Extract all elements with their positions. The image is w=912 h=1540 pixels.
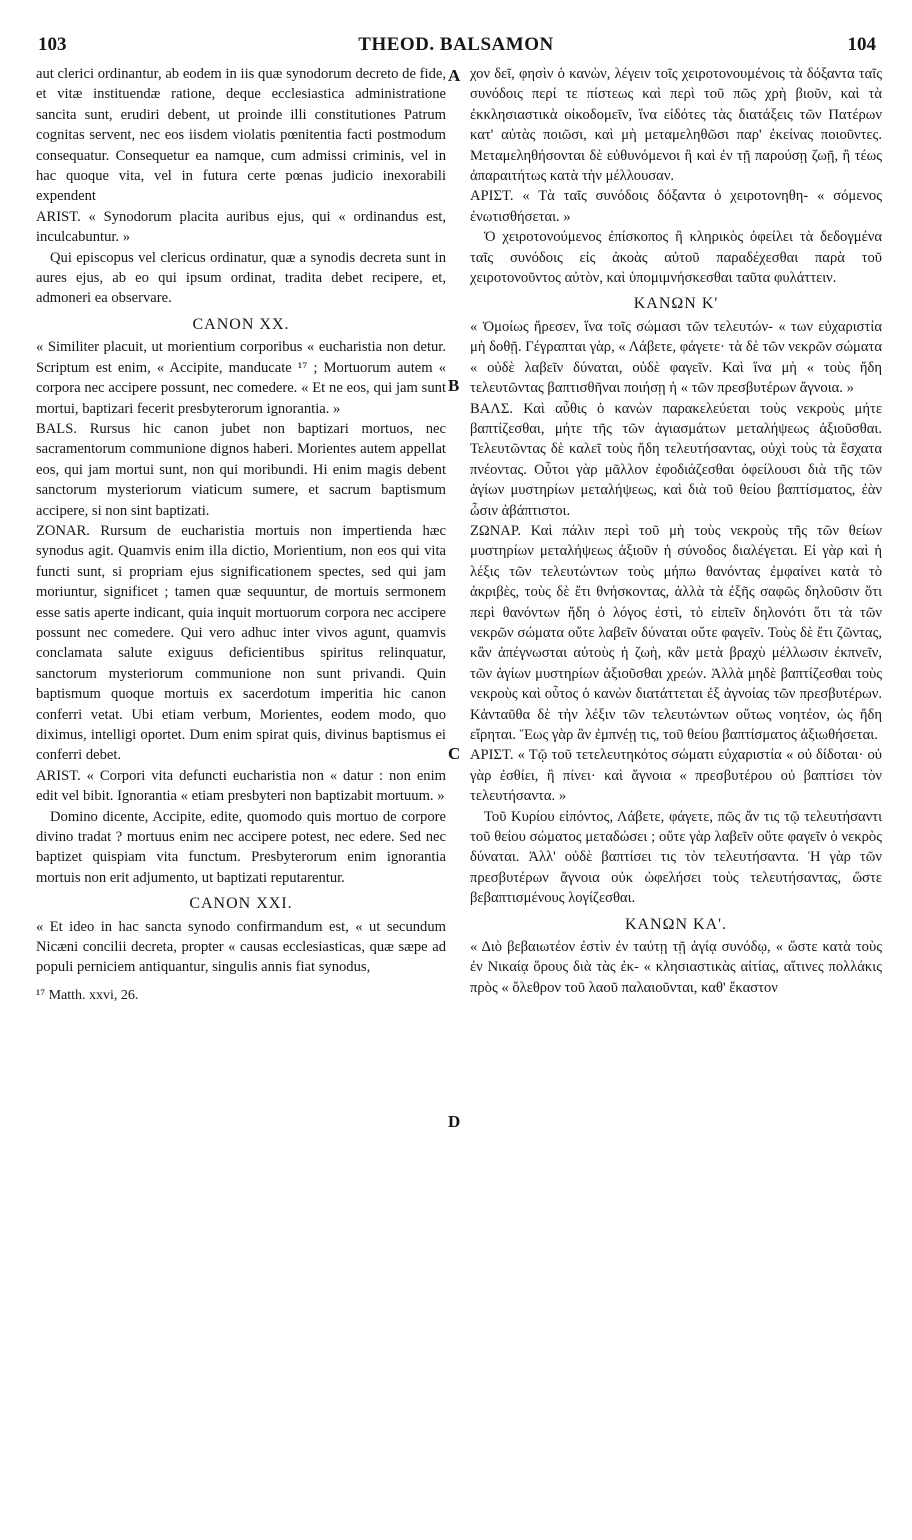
greek-paragraph: ΑΡΙΣΤ. « Τῷ τοῦ τετελευτηκότος σώματι εὐχαριστία « οὐ δίδοται· οὐ γὰρ ἐσθίει, ἢ πίνει· καὶ ἄγνοια « πρεσβυτέρου οὐ βαπτίσει τὸν τελευτήσαντα. » xyxy=(470,747,882,805)
latin-paragraph: ARIST. « Synodorum placita auribus ejus, qui « ordinandus est, inculcabuntur. » xyxy=(36,208,446,246)
latin-paragraph: BALS. Rursus hic canon jubet non baptizari mortuos, nec sacramentorum communione dignos haberi. Morientes autem appellat eos, qui jam mortui sunt, non qui moribundi. Hi enim magis debent sanctorum mysteriorum viaticum sumere, et sacrum baptismum accipere, si non sint baptizati. xyxy=(36,420,446,519)
latin-paragraph: Domino dicente, Accipite, edite, quomodo quis mortuo de corpore divino tradat ? mortuus enim nec accipere potest, nec edere. Sed nec baptizet quispiam vita functum. Presbyterorum enim ignorantia mortuis non erit adjumento, ut baptizati reputarentur. xyxy=(36,808,446,886)
greek-canon-heading: ΚΑΝΩΝ ΚΑ'. xyxy=(624,915,728,933)
greek-paragraph: ΖΩΝΑΡ. Καὶ πάλιν περὶ τοῦ μὴ τοὺς νεκροὺς τῆς τῶν θείων μυστηρίων μεταλήψεως ἀξιοῦν ἡ σύνοδος διαλέγεται. Εἰ γὰρ καὶ ἡ λέξις τῶν τελευτώντων τοὺς μήπω θανόντας ἐμφαίνει κατὰ τὸ ἀκριβὲς, τοὺς δὲ ἔτι θνήσκοντας, ἀλλὰ τὰ ἐξῆς σαφῶς δηλοῦσιν ὅτι περὶ θανόντων ἤδη ὁ λόγος ἐστὶ, τὸ εἰπεῖν δηλονότι ὅτι τὰ τῶν νεκρῶν σώματα οὔτε λαβεῖν δύναται οὔτε φαγεῖν. Τοὺς δὲ ἔτι ζῶντας, κἂν ἀπέγνωσται αὐτοὺς ἡ ζωὴ, κἂν μετὰ βραχὺ μέλλωσιν ἐκπνεῖν, τῶν ἁγίων μυστηρίων ἀξιοῦσθαι χρεών. Ἀλλὰ μηδὲ βαπτίζεσθαι τοὺς νεκροὺς καὶ οὗτος ὁ κανὼν διατάττεται ἐξ ἀγνοίας τῶν πρεσβυτέρων. Κἀνταῦθα δὲ τὴν λέξιν τῶν τελευτώντων οὕτως νοητέον, ὡς ἤδη εἴρηται. Ἕως γὰρ ἂν ἐμπνέῃ τις, τοῦ θείου βαπτίσματος ἀξιωθήσεται. xyxy=(470,522,882,743)
margin-letter-a: A xyxy=(448,66,461,85)
page-number-right: 104 xyxy=(847,34,876,55)
latin-footnote: ¹⁷ Matth. xxvi, 26. xyxy=(36,987,139,1003)
page-header xyxy=(0,34,912,60)
latin-paragraph: « Et ideo in hac sancta synodo confirmandum est, « ut secundum Nicæni concilii decreta, propter « causas ecclesiasticas, quæ sæpe ad populi perniciem antiquantur, singulis annis fiat synodus, xyxy=(36,918,446,976)
latin-canon-heading: CANON XX. xyxy=(192,315,290,333)
margin-letter-c: C xyxy=(448,744,461,763)
latin-paragraph: ARIST. « Corpori vita defuncti eucharistia non « datur : non enim edit vel bibit. Ignorantia « etiam presbyteri non baptizabit mortuum. » xyxy=(36,767,446,805)
greek-paragraph: ΑΡΙΣΤ. « Τὰ ταῖς συνόδοις δόξαντα ὁ χειροτονηθη- « σόμενος ἐνωτισθήσεται. » xyxy=(470,188,882,225)
greek-paragraph: ΒΑΛΣ. Καὶ αὖθις ὁ κανὼν παρακελεύεται τοὺς νεκροὺς μήτε βαπτίζεσθαι, μήτε τῆς τῶν ἁγιασμάτων μεταλήψεως ἀξιοῦσθαι. Τελευτῶντας δὲ καλεῖ τοὺς ἤδη τελευτήσαντας, οὐχὶ τοὺς τὰ ἔσχατα πνέοντας. Οὗτοι γὰρ μᾶλλον ἐφοδιάζεσθαι ὀφείλουσι διὰ τῆς τῶν ἁγίων μυστηρίων μεταλήψεως, καὶ διὰ τοῦ θείου βαπτίσματος, ἐὰν ὦσιν ἀβάπτιστοι. xyxy=(470,400,882,519)
latin-paragraph: Qui episcopus vel clericus ordinatur, quæ a synodis decreta sunt in aures ejus, ab eo qui ipsum ordinat, tradita debet recipere, et, admoneri ea observare. xyxy=(36,249,446,307)
latin-paragraph: aut clerici ordinantur, ab eodem in iis quæ synodorum decreto de fide, et vitæ instituendæ ratione, deque ecclesiastica administratione sancita sunt, erudiri debent, ut proinde illi constitutiones Patrum cognitas servent, nec eos iisdem violatis pœnitentia facti postmodum consequatur. Consequetur ea namque, cum admissi criminis, vel in hac quoque vita, vel in futura certe pœnas judicio inexorabili expendent xyxy=(36,66,446,205)
running-title: THEOD. BALSAMON xyxy=(358,34,554,55)
latin-canon-heading: CANON XXI. xyxy=(189,895,293,913)
margin-letter-d: D xyxy=(448,1112,461,1131)
greek-paragraph: « Διὸ βεβαιωτέον ἐστὶν ἐν ταύτῃ τῇ ἁγίᾳ συνόδῳ, « ὥστε κατὰ τοὺς ἐν Νικαίᾳ ὅρους διὰ τὰς ἐκ- « κλησιαστικὰς αἰτίας, αἵτινες πολλάκις πρὸς « ὄλεθρον τοῦ λαοῦ παλαιοῦνται, καθ' ἕκαστον xyxy=(470,939,882,996)
page-number-left: 103 xyxy=(38,34,67,55)
greek-canon-heading: ΚΑΝΩΝ Κ' xyxy=(633,295,719,313)
latin-column xyxy=(36,64,446,1006)
greek-column xyxy=(470,64,882,998)
greek-paragraph: Ὁ χειροτονούμενος ἐπίσκοπος ἢ κληρικὸς ὀφείλει τὰ δεδογμένα ταῖς συνόδοις εἰς ἀκοὰς αὐτοῦ παραδέχεσθαι παρὰ τοῦ χειροτονοῦντος αὐτὸν, καὶ ὑπομιμνήσκεσθαι ταῦτα φυλάττειν. xyxy=(470,229,882,287)
greek-paragraph: χον δεῖ, φησὶν ὁ κανὼν, λέγειν τοῖς χειροτονουμένοις τὰ δόξαντα ταῖς συνόδοις περί τε πίστεως καὶ περὶ τοῦ πῶς χρὴ βιοῦν, καὶ τὰ ἐκκλησιαστικὰ οἰκοδομεῖν, ἵνα εἰδότες τὰς διατάξεις τῶν Πατέρων κατ' αὐτὰς ποιῶσι, καὶ μὴ μεταμεληθῶσι παρ' ἐκείνας ποιοῦντες. Μεταμεληθήσονται δὲ εὐθυνόμενοι ἢ καὶ ἐν τῇ παρούσῃ ζωῇ, ἢ τέως ἀπαραιτήτως κατὰ τὴν μέλλουσαν. xyxy=(470,66,882,185)
greek-paragraph: Τοῦ Κυρίου εἰπόντος, Λάβετε, φάγετε, πῶς ἄν τις τῷ τελευτήσαντι τοῦ θείου σώματος μεταδώσει ; οὔτε γὰρ λαβεῖν οὔτε φαγεῖν ὁ νεκρὸς δύναται. Ἀλλ' οὐδὲ βαπτίσει τις τὸν τελευτήσαντα. Ἡ γὰρ τῶν πρεσβυτέρων ἄγνοια οὐκ ὠφελήσει τοὺς τελευτήσαντας, ὥστε βεβαπτισμένους λογίζεσθαι. xyxy=(470,808,882,907)
latin-paragraph: « Similiter placuit, ut morientium corporibus « eucharistia non detur. Scriptum est enim, « Accipite, manducate ¹⁷ ; Mortuorum autem « corpora nec accipere possunt, nec comedere. « Et ne eos, qui jam sunt mortui, baptizari fecerit presbyterorum ignorantia. » xyxy=(36,339,446,417)
greek-paragraph: « Ὁμοίως ἤρεσεν, ἵνα τοῖς σώμασι τῶν τελευτών- « των εὐχαριστία μὴ δοθῇ. Γέγραπται γὰρ, « Λάβετε, φάγετε· τὰ δὲ τῶν νεκρῶν σώματα « οὐδὲ λαβεῖν δύναται, οὐδὲ φαγεῖν. Καὶ ἵνα μὴ « τοὺς ἤδη τελευτῶντας βαπτισθῆναι ποιήσῃ ἡ « τῶν πρεσβυτέρων ἄγνοια. » xyxy=(470,318,882,397)
margin-letter-b: B xyxy=(448,376,460,395)
latin-paragraph: ZONAR. Rursum de eucharistia mortuis non impertienda hæc synodus agit. Quamvis enim illa dictio, Morientium, non eos qui vita functi sunt, si propriam ejus significationem spectes, sed qui jam moriuntur, significet ; tamen quæ sequuntur, de mortuis sermonem esse satis aperte indicant, quia inquit mortuorum corpora nec accipere possunt nec comedere. Qui vero adhuc inter vivos agunt, quamvis conclamata salute exiguus deficientibus spiritus relinquatur, sanctorum mysteriorum communione non sunt privandi. Quin baptismum quoque mortuis ex sacerdotum imperitia hic canon conferri vetat. Ubi etiam verbum, Morientes, eodem modo, quo diximus, intelligi oportet. Dum enim spirat quis, divinus baptismus ei conferri debet. xyxy=(36,522,446,764)
